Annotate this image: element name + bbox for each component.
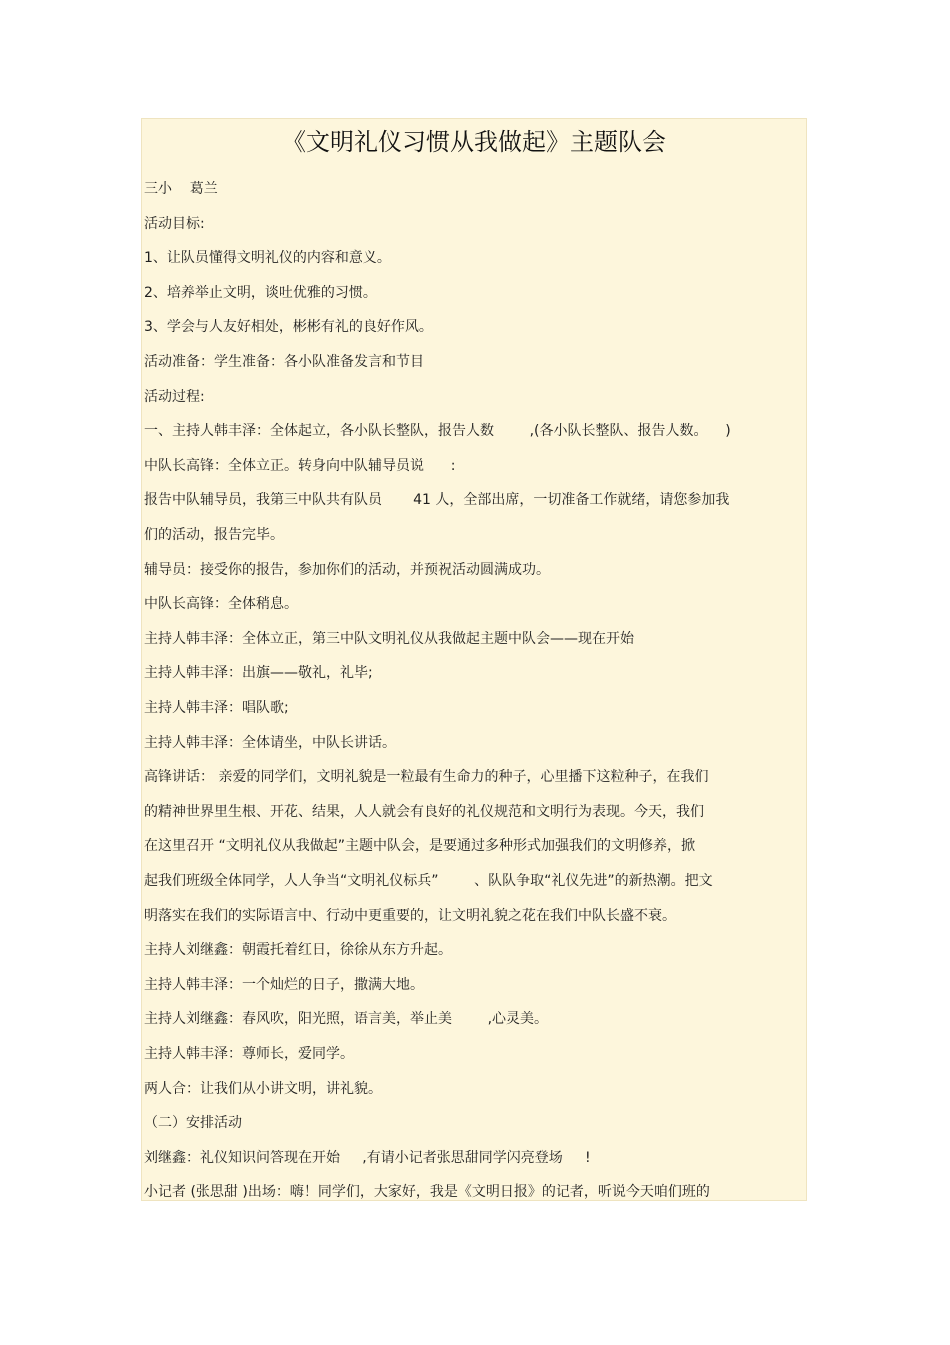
body-line: 刘继鑫：礼仪知识问答现在开始 ,有请小记者张思甜同学闪亮登场 ! — [144, 1149, 591, 1166]
body-line: 主持人韩丰泽：全体请坐，中队长讲话。 — [144, 734, 396, 751]
body-line: 主持人刘继鑫：朝霞托着红日，徐徐从东方升起。 — [144, 942, 452, 959]
body-line: 中队长高锋：全体立正。转身向中队辅导员说 : — [144, 457, 456, 474]
body-line: 中队长高锋：全体稍息。 — [144, 596, 298, 613]
body-line: 主持人韩丰泽：唱队歌; — [144, 700, 289, 716]
body-line: 主持人刘继鑫：春风吹，阳光照，语言美，举止美 ,心灵美。 — [144, 1011, 549, 1028]
body-line: 的精神世界里生根、开花、结果，人人就会有良好的礼仪规范和文明行为表现。今天，我们 — [144, 803, 704, 820]
body-line: 活动过程: — [144, 388, 205, 405]
body-line: 一、主持人韩丰泽：全体起立，各小队长整队，报告人数 ,(各小队长整队、报告人数。 ) — [144, 423, 731, 440]
document-title: 《文明礼仪习惯从我做起》主题队会 — [282, 128, 666, 156]
body-line: 主持人韩丰泽：全体立正，第三中队文明礼仪从我做起主题中队会——现在开始 — [144, 630, 634, 647]
body-line: 3、学会与人友好相处，彬彬有礼的良好作风。 — [144, 319, 433, 336]
body-line: 两人合：让我们从小讲文明，讲礼貌。 — [144, 1080, 382, 1097]
body-line: （二）安排活动 — [144, 1115, 242, 1132]
body-line: 主持人韩丰泽：一个灿烂的日子，撒满大地。 — [144, 976, 424, 993]
body-line: 活动准备：学生准备：各小队准备发言和节目 — [144, 354, 424, 370]
document-page — [142, 119, 806, 1200]
body-line: 们的活动，报告完毕。 — [144, 527, 284, 543]
body-line: 高锋讲话： 亲爱的同学们，文明礼貌是一粒最有生命力的种子，心里播下这粒种子，在我们 — [144, 769, 709, 786]
body-line: 在这里召开 “文明礼仪从我做起”主题中队会，是要通过多种形式加强我们的文明修养，掀 — [144, 838, 695, 855]
body-line: 小记者 (张思甜 )出场：嗨！同学们，大家好，我是《文明日报》的记者，听说今天咱们班的 — [144, 1184, 710, 1200]
body-line: 起我们班级全体同学，人人争当“文明礼仪标兵” 、队队争取“礼仪先进”的新热潮。把文 — [144, 873, 713, 889]
body-line: 活动目标: — [144, 215, 205, 232]
body-line: 2、培养举止文明，谈吐优雅的习惯。 — [144, 284, 377, 301]
body-line: 报告中队辅导员，我第三中队共有队员 41 人，全部出席，一切准备工作就绪，请您参加我 — [144, 492, 730, 509]
body-line: 主持人韩丰泽：尊师长，爱同学。 — [144, 1046, 354, 1062]
body-line: 主持人韩丰泽：出旗——敬礼，礼毕; — [144, 665, 373, 682]
body-line: 1、让队员懂得文明礼仪的内容和意义。 — [144, 250, 391, 267]
body-line: 明落实在我们的实际语言中、行动中更重要的，让文明礼貌之花在我们中队长盛不衰。 — [144, 907, 676, 924]
body-line: 三小 葛兰 — [144, 181, 218, 197]
body-line: 辅导员：接受你的报告，参加你们的活动，并预祝活动圆满成功。 — [144, 561, 550, 578]
